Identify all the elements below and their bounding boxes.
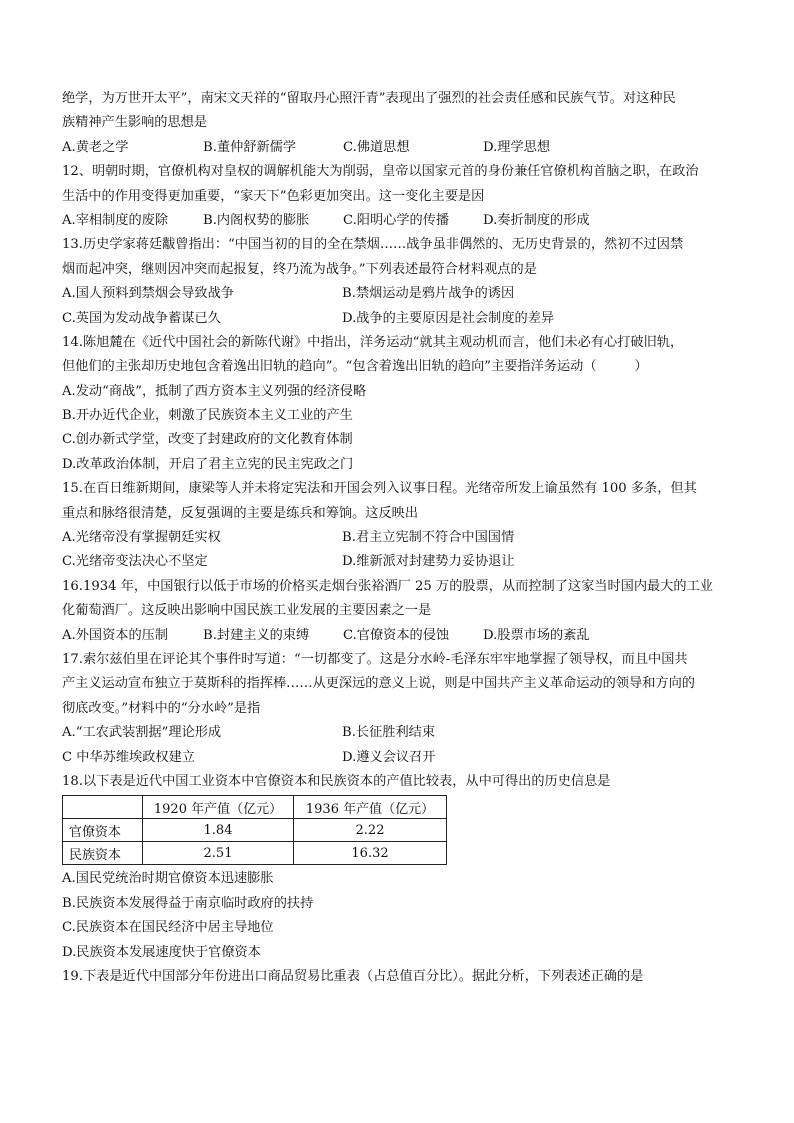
table-header-cell: 1920 年产值（亿元） (143, 796, 294, 819)
option-c[interactable]: C.阳明心学的传播 (343, 212, 450, 228)
option-a[interactable]: A.宰相制度的废除 (62, 212, 169, 228)
question-text: 烟而起冲突，继则因冲突而起报复，终乃流为战争。”下列表述最符合材料观点的是 (62, 261, 537, 277)
table-row (63, 819, 447, 842)
question-text: 绝学，为万世开太平”，南宋文天祥的“留取丹心照汗青”表现出了强烈的社会责任感和民族气节。对这种民 (62, 91, 676, 106)
question-text: 17.索尔兹伯里在评论其个事件时写道：“一切都变了。这是分水岭-毛泽东牢牢地掌握了领导权，而且中国共 (62, 651, 688, 667)
question-text: 生活中的作用变得更加重要，“家天下”色彩更加突出。这一变化主要是因 (62, 188, 485, 204)
answer-options (62, 721, 732, 745)
table-row-label: 官僚资本 (63, 819, 143, 842)
question-text: 化葡萄酒厂。这反映出影响中国民族工业发展的主要因素之一是 (62, 603, 432, 619)
option-d[interactable]: D.改革政治体制，开启了君主立宪的民主宪政之门 (62, 456, 354, 472)
option-b[interactable]: B.内阁权势的膨胀 (203, 212, 310, 228)
answer-options (62, 209, 732, 233)
question-text-part: 但他们的主张却历史地包含着逸出旧轨的趋向”。“包含着逸出旧轨的趋向”主要指洋务运动（ (62, 359, 597, 375)
table-cell: 2.22 (294, 819, 447, 842)
table-header-cell: 1936 年产值（亿元） (294, 796, 447, 819)
answer-options (62, 550, 732, 574)
option-b[interactable]: B.封建主义的束缚 (203, 627, 310, 643)
option-a[interactable]: A.国民党统治时期官僚资本迅速膨胀 (62, 871, 274, 887)
answer-options (62, 624, 732, 648)
table-header-row (63, 796, 447, 819)
option-c[interactable]: C.官僚资本的侵蚀 (343, 627, 450, 643)
question-text: 16.1934 年，中国银行以低于市场的价格买走烟台张裕酒厂 25 万的股票，从而控制了这家当时国内最大的工业 (62, 578, 713, 594)
option-b[interactable]: B.民族资本发展得益于南京临时政府的扶持 (62, 895, 314, 911)
question-text: 15.在百日维新期间，康梁等人并未将定宪法和开国会列入议事日程。光绪帝所发上谕虽然有 100 多条，但其 (62, 481, 697, 497)
table-cell: 1.84 (143, 819, 294, 842)
option-a[interactable]: A.发动“商战”，抵制了西方资本主义列强的经济侵略 (62, 383, 367, 399)
question-16 (62, 575, 732, 648)
question-text: 产主义运动宣布独立于莫斯科的指挥棒……从更深远的意义上说，则是中国共产主义革命运动的领导和方向的 (62, 676, 695, 692)
table-row-label: 民族资本 (63, 842, 143, 865)
option-b[interactable]: B.禁烟运动是鸦片战争的诱因 (342, 286, 515, 302)
question-text: 彻底改变。”材料中的“分水岭”是指 (62, 700, 261, 716)
question-text: 12、明朝时期，官僚机构对皇权的调解机能大为削弱，皇帝以国家元首的身份兼任官僚机构首脑之职，在政治 (62, 164, 699, 180)
option-d[interactable]: D.遵义会议召开 (342, 749, 436, 765)
option-d[interactable]: D.理学思想 (483, 139, 551, 155)
option-d[interactable]: D.民族资本发展速度快于官僚资本 (62, 944, 261, 960)
option-c[interactable]: C.英国为发动战争蓄谋已久 (62, 310, 221, 326)
question-14 (62, 331, 732, 477)
answer-options (62, 136, 732, 160)
option-b[interactable]: B.董仲舒新儒学 (203, 139, 297, 155)
table-header-cell (63, 796, 143, 819)
answer-options (62, 746, 732, 770)
question-text: 14.陈旭麓在《近代中国社会的新陈代谢》中指出，洋务运动“就其主观动机而言，他们未必有心打破旧轨， (62, 334, 684, 350)
option-d[interactable]: D.战争的主要原因是社会制度的差异 (342, 310, 555, 326)
table-cell: 2.51 (143, 842, 294, 865)
table-row (63, 842, 447, 865)
question-text (62, 355, 732, 379)
question-19 (62, 965, 732, 989)
answer-options (62, 282, 732, 306)
answer-options (62, 307, 732, 331)
option-c[interactable]: C 中华苏维埃政权建立 (62, 749, 195, 765)
question-text: 13.历史学家蒋廷黻曾指出：“中国当初的目的全在禁烟……战争虽非偶然的、无历史背景的，然初不过因禁 (62, 237, 684, 253)
option-a[interactable]: A.黄老之学 (62, 139, 129, 155)
option-c[interactable]: C.民族资本在国民经济中居主导地位 (62, 920, 274, 936)
option-a[interactable]: A.光绪帝没有掌握朝廷实权 (62, 530, 221, 546)
option-b[interactable]: B.君主立宪制不符合中国国情 (342, 530, 515, 546)
option-b[interactable]: B.长征胜利结束 (342, 725, 436, 741)
option-d[interactable]: D.奏折制度的形成 (483, 212, 590, 228)
option-d[interactable]: D.维新派对封建势力妥协退让 (342, 554, 515, 570)
table-cell: 16.32 (294, 842, 447, 865)
question-text: 19.下表是近代中国部分年份进出口商品贸易比重表（占总值百分比）。据此分析，下列表述正确的是 (62, 968, 644, 984)
question-18 (62, 770, 732, 965)
option-c[interactable]: C.佛道思想 (343, 139, 410, 155)
option-a[interactable]: A.外国资本的压制 (62, 627, 169, 643)
option-a[interactable]: A.“工农武装割据”理论形成 (62, 725, 222, 741)
question-12 (62, 160, 732, 233)
question-15 (62, 477, 732, 575)
question-13 (62, 233, 732, 331)
exam-page (62, 87, 732, 989)
option-c[interactable]: C.光绪帝变法决心不坚定 (62, 554, 208, 570)
option-c[interactable]: C.创办新式学堂，改变了封建政府的文化教育体制 (62, 432, 353, 448)
option-b[interactable]: B.开办近代企业，刺激了民族资本主义工业的产生 (62, 408, 353, 424)
answer-options (62, 526, 732, 550)
question-17 (62, 648, 732, 770)
capital-output-table (62, 795, 447, 865)
question-text-part: ） (634, 359, 648, 375)
question-11 (62, 87, 732, 160)
question-text: 重点和脉络很清楚，反复强调的主要是练兵和筹饷。这反映出 (62, 505, 419, 521)
question-text: 族精神产生影响的思想是 (62, 115, 208, 131)
option-a[interactable]: A.国人预料到禁烟会导致战争 (62, 286, 234, 302)
question-text: 18.以下表是近代中国工业资本中官僚资本和民族资本的产值比较表，从中可得出的历史信息是 (62, 773, 611, 789)
option-d[interactable]: D.股票市场的紊乱 (483, 627, 590, 643)
